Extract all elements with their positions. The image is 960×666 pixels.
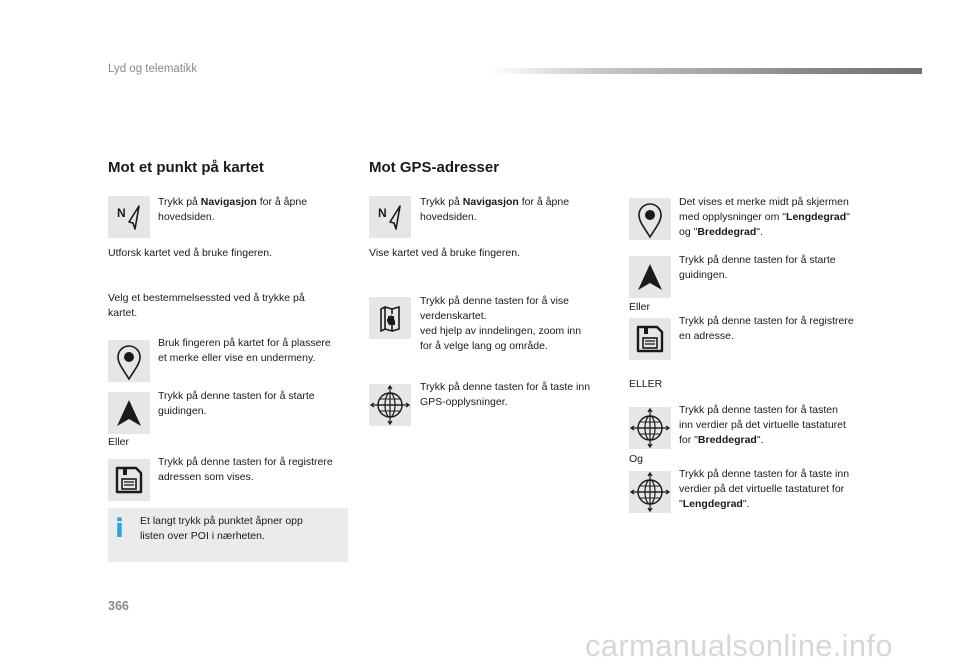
left-section-title: Mot et punkt på kartet — [108, 159, 264, 176]
info-icon: i — [115, 514, 124, 544]
left-select-text: Velg et bestemmelsessted ved å trykke på kartet. — [108, 292, 305, 319]
map-pin-icon — [629, 198, 671, 240]
right-marker-text: Det vises et merke midt på skjermen med opplysninger om "Lengdegrad" og "Breddegrad". — [679, 196, 850, 238]
info-text: Et langt trykk på punktet åpner opp listen over POI i nærheten. — [140, 515, 303, 542]
start-guidance-icon — [108, 392, 150, 434]
right-longitude-text: Trykk på denne tasten for å taste inn verdier på det virtuelle tastaturet for "Lengdegrad". — [679, 468, 850, 510]
left-explore-text: Utforsk kartet ved å bruke fingeren. — [108, 247, 272, 259]
right-save-text: Trykk på denne tasten for å registrere en adresse. — [679, 315, 854, 342]
right-and-label: Og — [629, 453, 644, 465]
watermark: carmanualsonline.info — [585, 628, 893, 663]
header-rule — [490, 68, 922, 74]
middle-gps-text: Trykk på denne tasten for å taste inn GPS-opplysninger. — [420, 381, 591, 408]
right-or-label: Eller — [629, 301, 651, 313]
navigation-icon — [369, 196, 411, 238]
map-pin-icon — [108, 340, 150, 382]
right-or-caps-label: ELLER — [629, 378, 663, 390]
navigation-icon — [108, 196, 150, 238]
left-finger-text: Bruk fingeren på kartet for å plassere et merke eller vise en undermeny. — [158, 337, 331, 364]
middle-section-title: Mot GPS-adresser — [369, 159, 500, 176]
middle-view-text: Vise kartet ved å bruke fingeren. — [369, 247, 520, 259]
save-address-icon — [629, 318, 671, 360]
section-header: Lyd og telematikk — [108, 63, 198, 75]
globe-grid-icon — [629, 407, 671, 449]
page-number: 366 — [108, 599, 129, 613]
left-save-text: Trykk på denne tasten for å registrere adressen som vises. — [158, 456, 333, 483]
right-latitude-text: Trykk på denne tasten for å tasten inn verdier på det virtuelle tastaturet for "Breddegrad". — [679, 404, 846, 446]
globe-grid-icon — [369, 384, 411, 426]
start-guidance-icon — [629, 256, 671, 298]
right-start-text: Trykk på denne tasten for å starte guidingen. — [679, 254, 836, 281]
world-map-icon — [369, 297, 411, 339]
middle-world-text: Trykk på denne tasten for å vise verdenskartet. ved hjelp av inndelingen, zoom inn for å velge lang og område. — [420, 295, 582, 352]
left-start-text: Trykk på denne tasten for å starte guidingen. — [158, 390, 315, 417]
left-nav-text: Trykk på Navigasjon for å åpne hovedsiden. — [158, 196, 308, 223]
left-or-label: Eller — [108, 436, 130, 448]
middle-nav-text: Trykk på Navigasjon for å åpne hovedsiden. — [420, 196, 570, 223]
globe-grid-icon — [629, 471, 671, 513]
save-address-icon — [108, 459, 150, 501]
